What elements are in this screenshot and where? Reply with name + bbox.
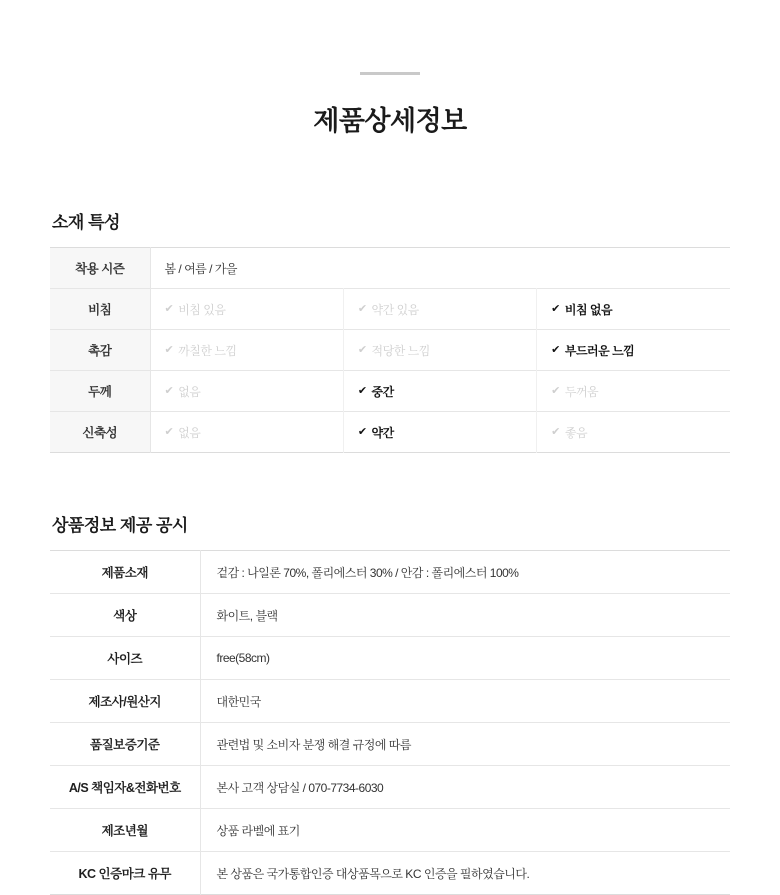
row-label-manufacture-date: 제조년월 [50,809,200,852]
info-table-body [50,551,730,895]
check-icon: ✔ [164,425,174,438]
option-cell [537,412,730,453]
material-section-heading: 소재 특성 [52,213,120,232]
option-cell [343,412,536,453]
product-information-section [50,511,730,895]
option-cell [343,289,536,330]
table-row [50,330,730,371]
row-label-thickness: 두께 [50,371,150,412]
option-item [165,424,329,441]
row-value-material: 겉감 : 나일론 70%, 폴리에스터 30% / 안감 : 폴리에스터 100% [216,565,519,580]
check-icon: ✔ [357,343,367,356]
option-item-selected [551,342,716,359]
row-label-color: 색상 [50,594,200,637]
product-detail-page [0,72,780,895]
option-cell [537,371,730,412]
row-label-texture: 촉감 [50,330,150,371]
table-row [50,289,730,330]
option-item [551,383,716,400]
option-cell [537,289,730,330]
option-item [165,301,329,318]
option-cell [150,412,343,453]
row-label-size: 사이즈 [50,637,200,680]
row-label-material: 제품소재 [50,551,200,594]
option-label: 약간 [371,425,394,440]
table-row [50,371,730,412]
title-divider [360,72,420,75]
table-row [50,412,730,453]
option-label: 없음 [178,384,201,399]
row-label-season: 착용 시즌 [50,248,150,289]
option-item-selected [358,424,522,441]
row-value-manufacture-date: 상품 라벨에 표기 [216,823,300,838]
row-label-seethrough: 비침 [50,289,150,330]
table-row [50,551,730,594]
row-value-kc-mark: 본 상품은 국가통합인증 대상품목으로 KC 인증을 필하였습니다. [216,866,530,881]
option-item [358,301,522,318]
row-label-manufacturer: 제조사/원산지 [50,680,200,723]
row-value-quality-warranty: 관련법 및 소비자 분쟁 해결 규정에 따름 [216,737,411,752]
row-value-manufacturer: 대한민국 [216,694,261,709]
option-item-selected [358,383,522,400]
option-label: 부드러운 느낌 [564,343,635,358]
check-icon: ✔ [357,384,367,397]
material-characteristics-section [50,208,730,453]
option-cell [537,330,730,371]
option-item [165,342,329,359]
option-item-selected [551,301,716,318]
material-characteristics-table [50,247,730,453]
row-value-as-contact: 본사 고객 상담실 / 070-7734-6030 [216,780,384,795]
table-row [50,852,730,895]
option-label: 중간 [371,384,394,399]
option-cell [343,371,536,412]
row-value-size: free(58cm) [216,651,270,665]
check-icon: ✔ [551,343,560,356]
table-row [50,594,730,637]
check-icon: ✔ [164,302,174,315]
option-item [551,424,716,441]
option-label: 비침 있음 [178,302,226,317]
check-icon: ✔ [551,425,560,438]
check-icon: ✔ [164,384,174,397]
table-row [50,680,730,723]
check-icon: ✔ [551,302,560,315]
check-icon: ✔ [164,343,174,356]
product-information-table [50,550,730,895]
table-row [50,809,730,852]
check-icon: ✔ [551,384,560,397]
table-row [50,248,730,289]
check-icon: ✔ [357,302,367,315]
option-cell [150,330,343,371]
row-value-season: 봄 / 여름 / 가을 [164,261,237,276]
option-label: 없음 [178,425,201,440]
table-row [50,723,730,766]
option-item [358,342,522,359]
check-icon: ✔ [357,425,367,438]
table-row [50,766,730,809]
option-label: 비침 없음 [564,302,613,317]
option-item [165,383,329,400]
option-cell [343,330,536,371]
option-label: 약간 있음 [371,302,419,317]
row-value-color: 화이트, 블랙 [216,608,278,623]
material-table-body [50,248,730,453]
page-title: 제품상세정보 [313,106,467,136]
option-label: 좋음 [564,425,588,440]
option-cell [150,371,343,412]
row-label-kc-mark: KC 인증마크 유무 [50,852,200,895]
row-label-quality-warranty: 품질보증기준 [50,723,200,766]
info-section-heading: 상품정보 제공 공시 [52,516,188,535]
row-label-as-contact: A/S 책임자&전화번호 [50,766,200,809]
option-label: 적당한 느낌 [371,343,430,358]
table-row [50,637,730,680]
option-cell [150,289,343,330]
option-label: 두꺼움 [564,384,599,399]
option-label: 까칠한 느낌 [178,343,237,358]
row-label-elasticity: 신축성 [50,412,150,453]
